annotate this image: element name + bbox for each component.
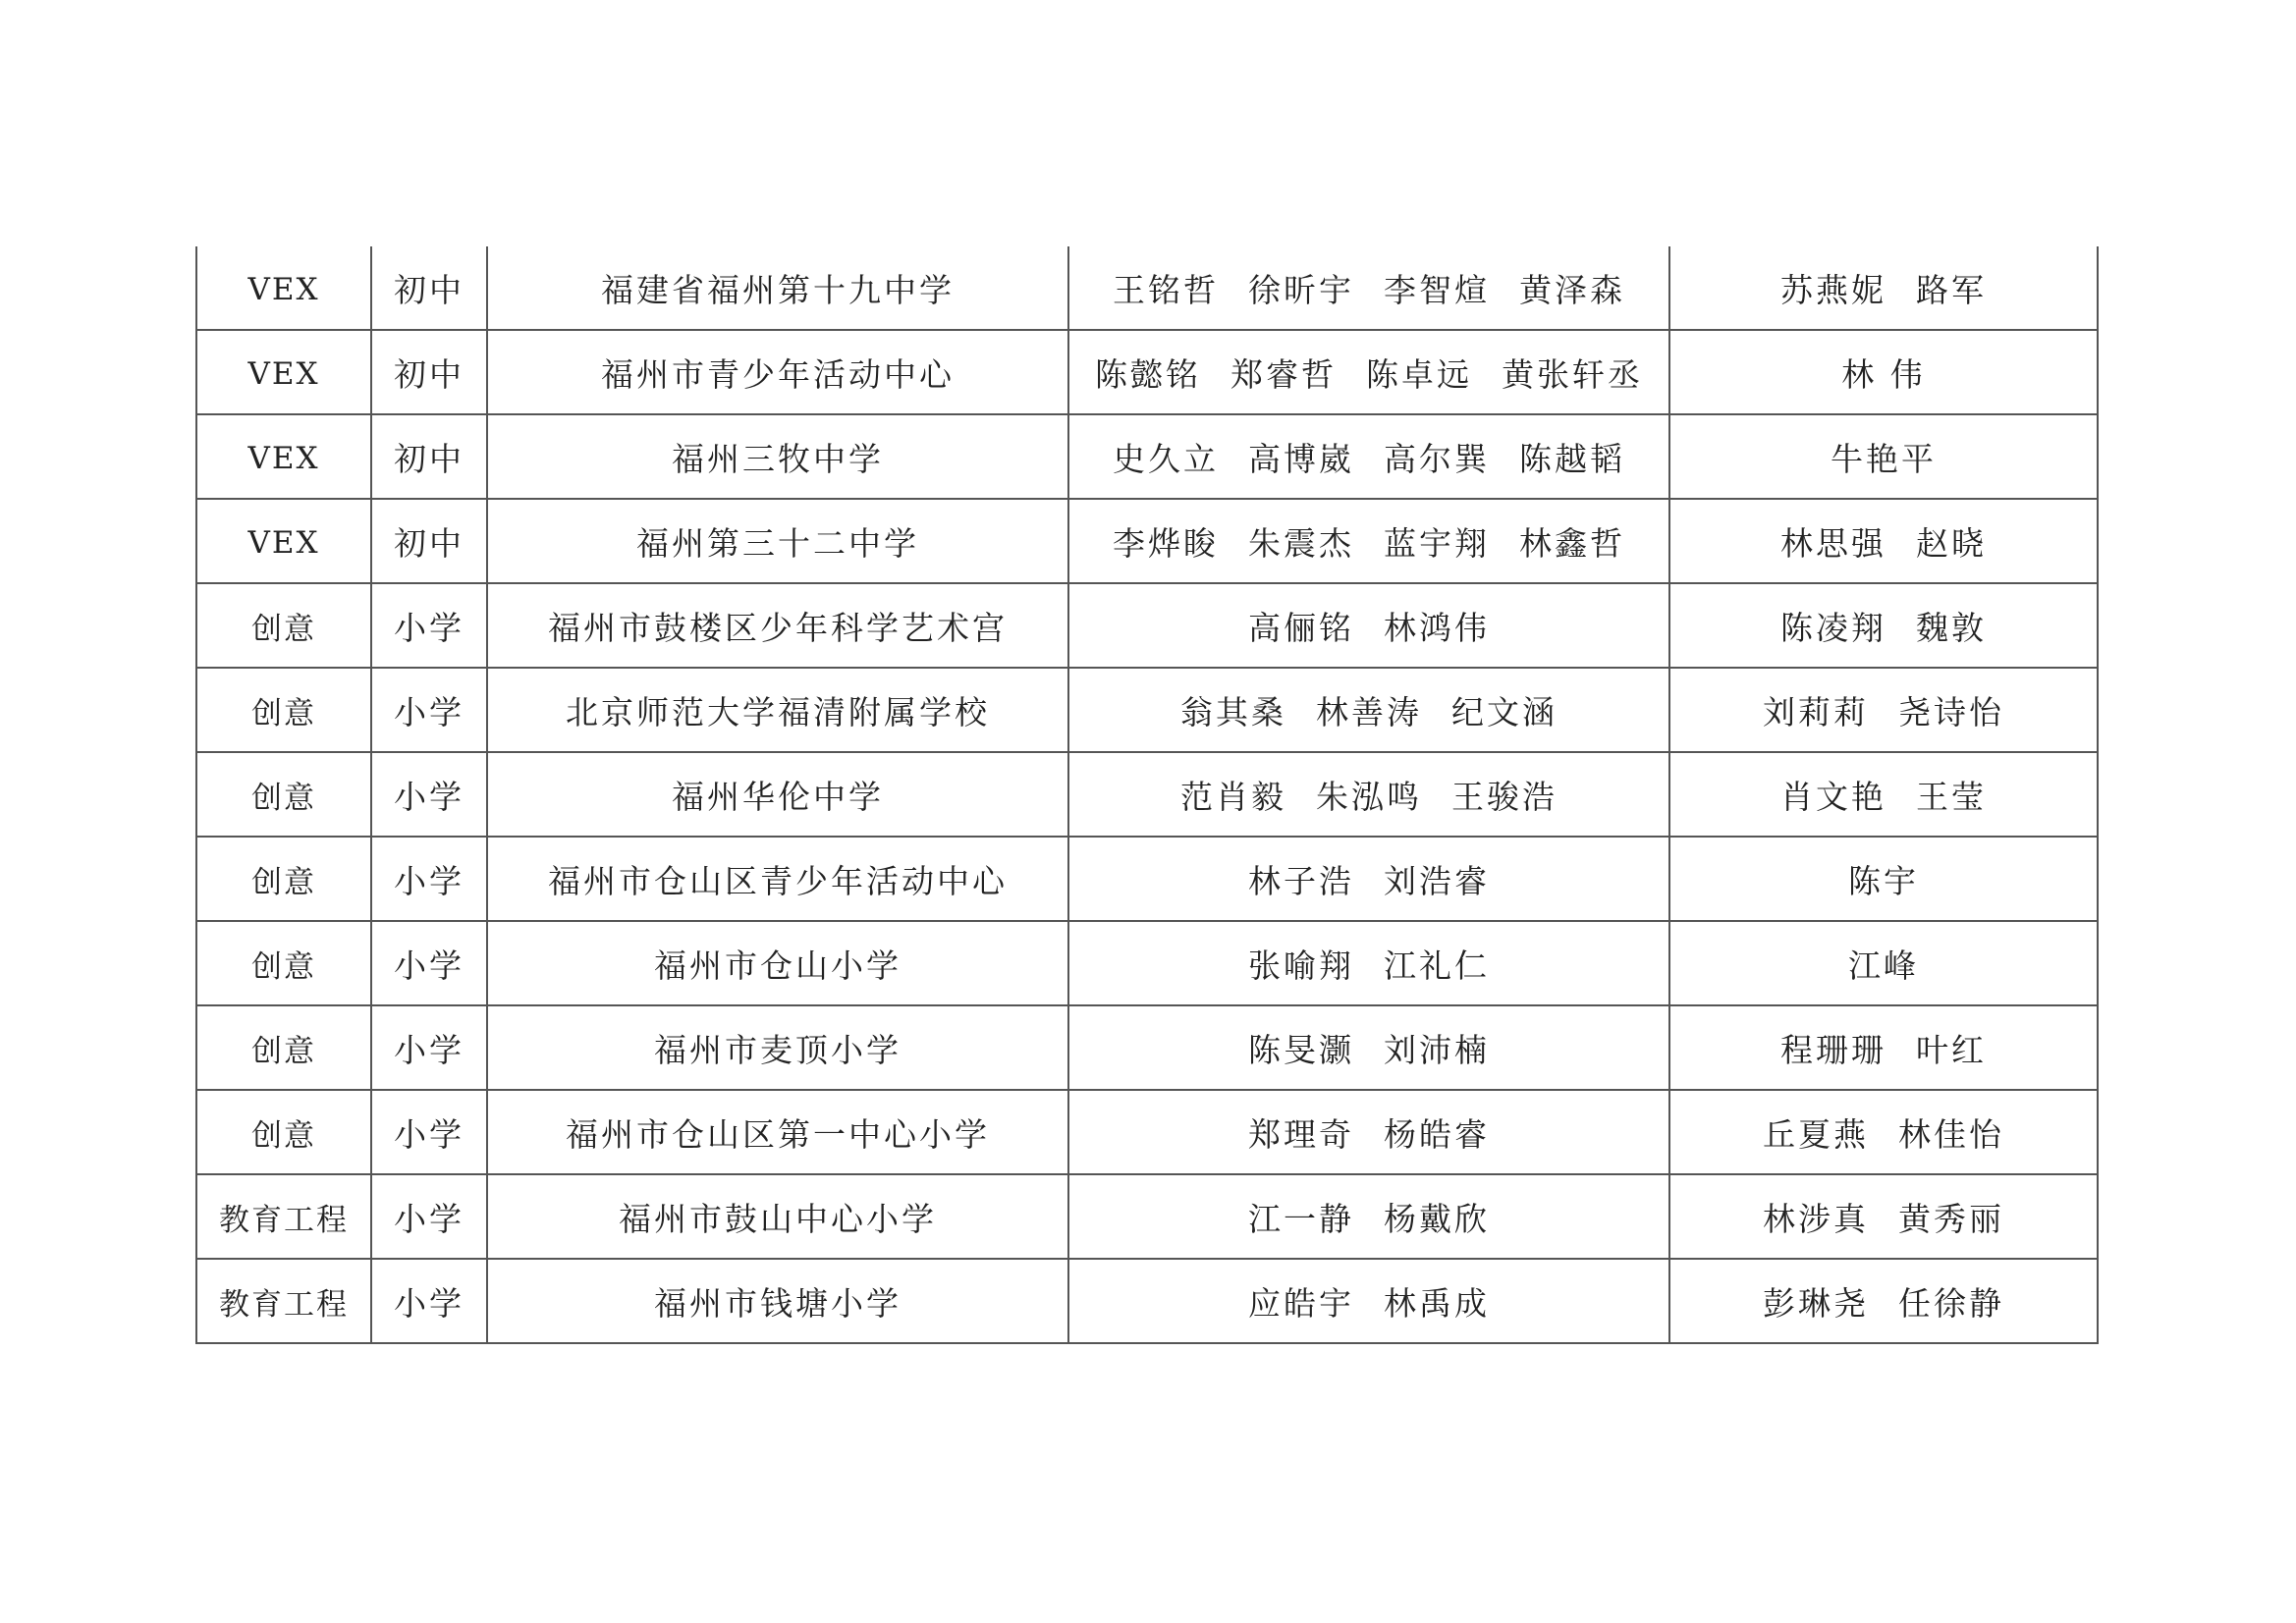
table-row (196, 330, 2098, 414)
level-cell: 小学 (371, 1005, 487, 1090)
category-cell: 创意 (196, 583, 371, 668)
school-cell: 福州市钱塘小学 (487, 1259, 1068, 1343)
table-row (196, 246, 2098, 330)
table-row (196, 1174, 2098, 1259)
category-cell: 创意 (196, 668, 371, 752)
school-cell: 北京师范大学福清附属学校 (487, 668, 1068, 752)
students-cell: 翁其桑 林善涛 纪文涵 (1068, 668, 1669, 752)
table-row (196, 837, 2098, 921)
table-row (196, 752, 2098, 837)
students-cell: 陈旻灏 刘沛楠 (1068, 1005, 1669, 1090)
teachers-cell: 林思强 赵晓 (1669, 499, 2098, 583)
level-cell: 小学 (371, 837, 487, 921)
students-cell: 张喻翔 江礼仁 (1068, 921, 1669, 1005)
category-cell: 创意 (196, 921, 371, 1005)
students-cell: 王铭哲 徐昕宇 李智煊 黄泽森 (1068, 246, 1669, 330)
teachers-cell: 牛艳平 (1669, 414, 2098, 499)
category-cell: 创意 (196, 1090, 371, 1174)
students-cell: 林子浩 刘浩睿 (1068, 837, 1669, 921)
teachers-cell: 丘夏燕 林佳怡 (1669, 1090, 2098, 1174)
table-row (196, 583, 2098, 668)
teachers-cell: 苏燕妮 路军 (1669, 246, 2098, 330)
category-cell: VEX (196, 414, 371, 499)
students-cell: 应皓宇 林禹成 (1068, 1259, 1669, 1343)
teachers-cell: 林 伟 (1669, 330, 2098, 414)
teachers-cell: 刘莉莉 尧诗怡 (1669, 668, 2098, 752)
level-cell: 小学 (371, 752, 487, 837)
school-cell: 福州第三十二中学 (487, 499, 1068, 583)
school-cell: 福州华伦中学 (487, 752, 1068, 837)
level-cell: 小学 (371, 921, 487, 1005)
table-row (196, 1005, 2098, 1090)
category-cell: VEX (196, 499, 371, 583)
students-cell: 李烨睃 朱震杰 蓝宇翔 林鑫哲 (1068, 499, 1669, 583)
school-cell: 福建省福州第十九中学 (487, 246, 1068, 330)
teachers-cell: 陈凌翔 魏敦 (1669, 583, 2098, 668)
award-table-body (196, 246, 2098, 1343)
school-cell: 福州市麦顶小学 (487, 1005, 1068, 1090)
level-cell: 小学 (371, 1259, 487, 1343)
level-cell: 初中 (371, 246, 487, 330)
school-cell: 福州市仓山区第一中心小学 (487, 1090, 1068, 1174)
teachers-cell: 肖文艳 王莹 (1669, 752, 2098, 837)
table-row (196, 1259, 2098, 1343)
school-cell: 福州三牧中学 (487, 414, 1068, 499)
students-cell: 郑理奇 杨皓睿 (1068, 1090, 1669, 1174)
category-cell: 创意 (196, 1005, 371, 1090)
table-row (196, 414, 2098, 499)
teachers-cell: 林涉真 黄秀丽 (1669, 1174, 2098, 1259)
school-cell: 福州市青少年活动中心 (487, 330, 1068, 414)
level-cell: 初中 (371, 499, 487, 583)
level-cell: 初中 (371, 330, 487, 414)
school-cell: 福州市鼓山中心小学 (487, 1174, 1068, 1259)
level-cell: 小学 (371, 668, 487, 752)
school-cell: 福州市仓山区青少年活动中心 (487, 837, 1068, 921)
school-cell: 福州市仓山小学 (487, 921, 1068, 1005)
category-cell: 创意 (196, 752, 371, 837)
table-row (196, 668, 2098, 752)
level-cell: 小学 (371, 583, 487, 668)
level-cell: 小学 (371, 1174, 487, 1259)
table-row (196, 499, 2098, 583)
award-table (195, 246, 2099, 1344)
students-cell: 高俪铭 林鸿伟 (1068, 583, 1669, 668)
students-cell: 范肖毅 朱泓鸣 王骏浩 (1068, 752, 1669, 837)
students-cell: 江一静 杨戴欣 (1068, 1174, 1669, 1259)
teachers-cell: 陈宇 (1669, 837, 2098, 921)
level-cell: 初中 (371, 414, 487, 499)
category-cell: VEX (196, 330, 371, 414)
table-row (196, 921, 2098, 1005)
table-row (196, 1090, 2098, 1174)
category-cell: 教育工程 (196, 1259, 371, 1343)
level-cell: 小学 (371, 1090, 487, 1174)
category-cell: 创意 (196, 837, 371, 921)
teachers-cell: 彭琳尧 任徐静 (1669, 1259, 2098, 1343)
students-cell: 陈懿铭 郑睿哲 陈卓远 黄张轩丞 (1068, 330, 1669, 414)
teachers-cell: 江峰 (1669, 921, 2098, 1005)
category-cell: VEX (196, 246, 371, 330)
category-cell: 教育工程 (196, 1174, 371, 1259)
teachers-cell: 程珊珊 叶红 (1669, 1005, 2098, 1090)
students-cell: 史久立 高博崴 高尔巽 陈越韬 (1068, 414, 1669, 499)
school-cell: 福州市鼓楼区少年科学艺术宫 (487, 583, 1068, 668)
